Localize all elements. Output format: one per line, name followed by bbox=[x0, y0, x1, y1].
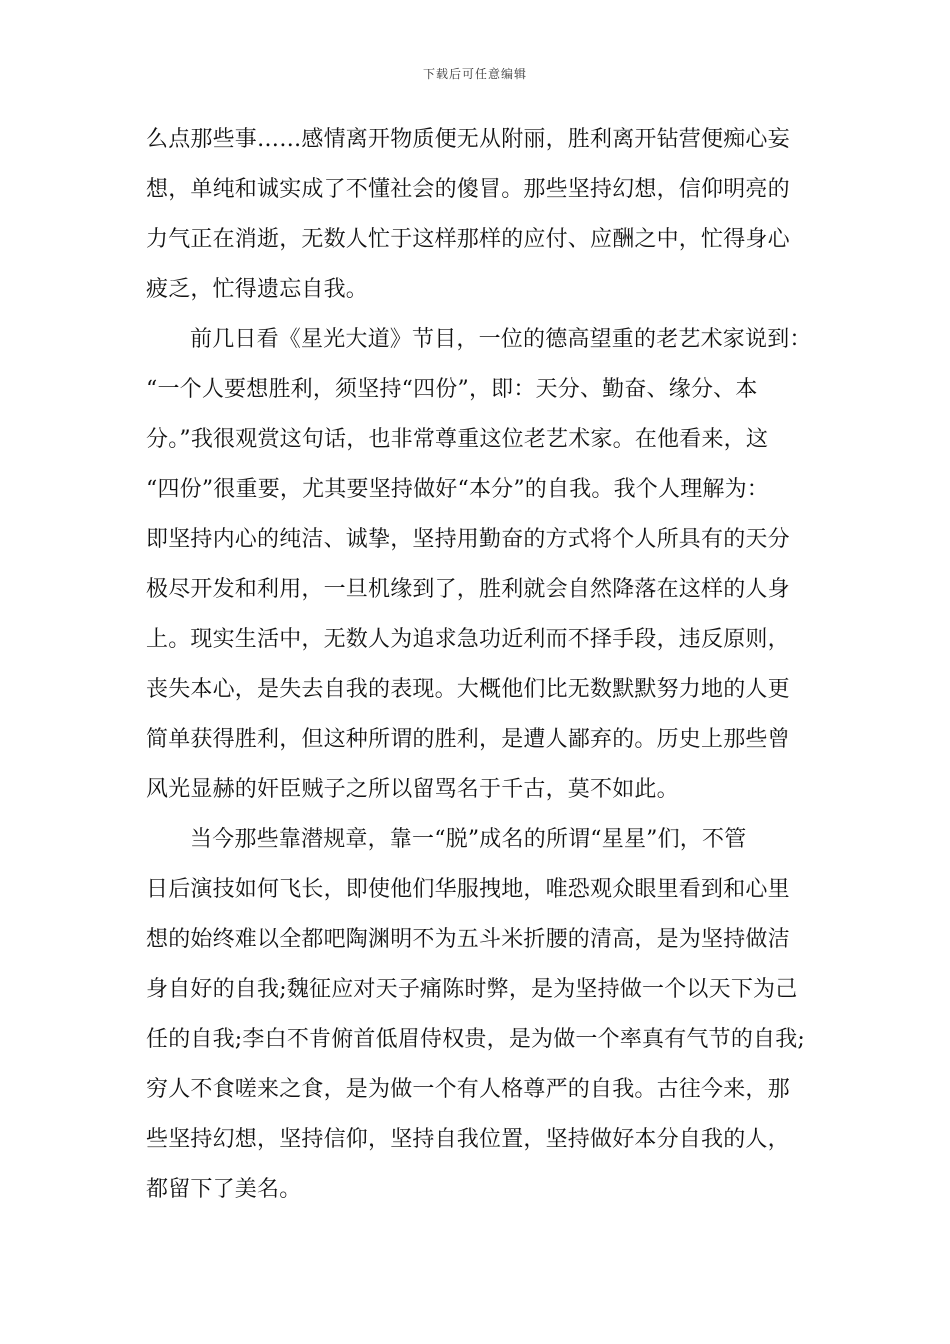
text-line: 前几日看《星光大道》节目，一位的德高望重的老艺术家说到： bbox=[190, 327, 812, 352]
text-line: 些坚持幻想，坚持信仰，坚持自我位置，坚持做好本分自我的人， bbox=[146, 1127, 790, 1152]
text-line: 任的自我;李白不肯俯首低眉侍权贵，是为做一个率真有气节的自我; bbox=[146, 1027, 806, 1052]
text-line: 丧失本心，是失去自我的表现。大概他们比无数默默努力地的人更 bbox=[146, 677, 790, 702]
paragraph bbox=[146, 126, 806, 326]
text-line: “一个人要想胜利，须坚持“四份”，即：天分、勤奋、缘分、本 bbox=[146, 377, 758, 402]
text-line: 即坚持内心的纯洁、诚挚，坚持用勤奋的方式将个人所具有的天分 bbox=[146, 527, 790, 552]
text-line: 么点那些事……感情离开物质便无从附丽，胜利离开钻营便痴心妄 bbox=[146, 127, 790, 152]
paragraph bbox=[146, 826, 806, 1226]
text-line: 简单获得胜利，但这种所谓的胜利，是遭人鄙弃的。历史上那些曾 bbox=[146, 727, 790, 752]
text-line: 想的始终难以全都吧陶渊明不为五斗米折腰的清高，是为坚持做洁 bbox=[146, 927, 790, 952]
page-header: 下载后可任意编辑 bbox=[422, 67, 527, 81]
text-line: 力气正在消逝，无数人忙于这样那样的应付、应酬之中，忙得身心 bbox=[146, 227, 790, 252]
text-line: “四份”很重要，尤其要坚持做好“本分”的自我。我个人理解为： bbox=[146, 477, 769, 502]
text-line: 疲乏，忙得遗忘自我。 bbox=[146, 277, 369, 302]
text-line: 当今那些靠潜规章，靠一“脱”成名的所谓“星星”们，不管 bbox=[190, 827, 747, 852]
paragraph bbox=[146, 326, 812, 826]
text-line: 穷人不食嗟来之食，是为做一个有人格尊严的自我。古往今来，那 bbox=[146, 1077, 790, 1102]
text-line: 身自好的自我;魏征应对天子痛陈时弊，是为坚持做一个以天下为己 bbox=[146, 977, 798, 1002]
text-line: 上。现实生活中，无数人为追求急功近利而不择手段，违反原则， bbox=[146, 627, 790, 652]
text-line: 日后演技如何飞长，即使他们华服拽地，唯恐观众眼里看到和心里 bbox=[146, 877, 790, 902]
text-line: 极尽开发和利用，一旦机缘到了，胜利就会自然降落在这样的人身 bbox=[146, 577, 790, 602]
document-body bbox=[146, 126, 812, 1226]
text-line: 分。”我很观赏这句话，也非常尊重这位老艺术家。在他看来，这 bbox=[146, 427, 769, 452]
text-line: 想，单纯和诚实成了不懂社会的傻冒。那些坚持幻想，信仰明亮的 bbox=[146, 177, 790, 202]
text-line: 都留下了美名。 bbox=[146, 1177, 302, 1202]
text-line: 风光显赫的奸臣贼子之所以留骂名于千古，莫不如此。 bbox=[146, 777, 679, 802]
